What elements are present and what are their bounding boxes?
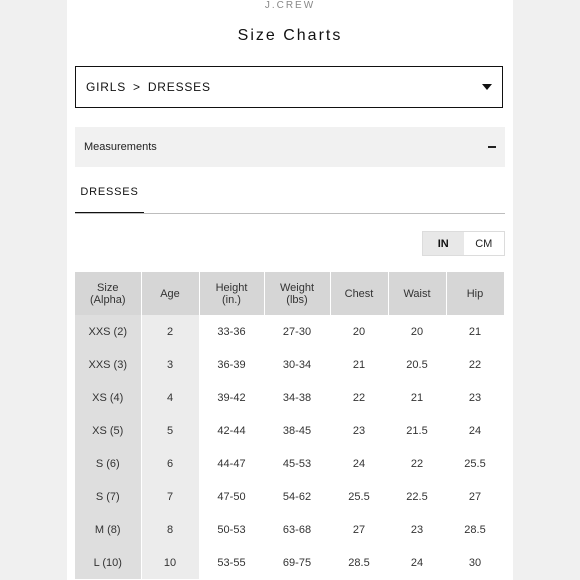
tab-dresses[interactable]: DRESSES: [75, 186, 144, 214]
measurements-accordion[interactable]: [75, 127, 505, 167]
table-cell: 39-42: [199, 381, 264, 414]
size-cell: L (10): [75, 546, 141, 579]
table-cell: 63-68: [264, 513, 330, 546]
table-cell: 25.5: [446, 447, 504, 480]
table-row: [75, 315, 504, 348]
table-row: [75, 447, 504, 480]
size-cell: XXS (3): [75, 348, 141, 381]
table-cell: 50-53: [199, 513, 264, 546]
unit-cm-button[interactable]: CM: [464, 232, 505, 255]
table-body: [75, 315, 504, 579]
column-header: Height (in.): [199, 272, 264, 315]
table-cell: 38-45: [264, 414, 330, 447]
size-chart-page: [67, 0, 513, 580]
column-header: Chest: [330, 272, 388, 315]
table-cell: 8: [141, 513, 199, 546]
size-table: [75, 272, 505, 579]
column-header: Size (Alpha): [75, 272, 141, 315]
size-cell: XS (4): [75, 381, 141, 414]
table-cell: 23: [388, 513, 446, 546]
column-header: Weight (lbs): [264, 272, 330, 315]
category-item-label: DRESSES: [147, 80, 211, 94]
table-cell: 34-38: [264, 381, 330, 414]
table-cell: 30: [446, 546, 504, 579]
table-cell: 22.5: [388, 480, 446, 513]
table-cell: 22: [388, 447, 446, 480]
brand-logo: J.CREW: [264, 0, 316, 11]
breadcrumb-separator: >: [133, 80, 141, 94]
unit-in-button[interactable]: IN: [423, 232, 464, 255]
table-cell: 24: [446, 414, 504, 447]
table-cell: 47-50: [199, 480, 264, 513]
size-cell: XXS (2): [75, 315, 141, 348]
column-header: Age: [141, 272, 199, 315]
table-row: [75, 414, 504, 447]
table-cell: 54-62: [264, 480, 330, 513]
table-cell: 10: [141, 546, 199, 579]
table-cell: 22: [330, 381, 388, 414]
tab-divider: [75, 213, 505, 214]
table-cell: 69-75: [264, 546, 330, 579]
table-cell: 22: [446, 348, 504, 381]
table-cell: 28.5: [446, 513, 504, 546]
table-cell: 27: [330, 513, 388, 546]
table-cell: 27-30: [264, 315, 330, 348]
table-cell: 23: [446, 381, 504, 414]
table-cell: 7: [141, 480, 199, 513]
table-cell: 33-36: [199, 315, 264, 348]
table-cell: 24: [388, 546, 446, 579]
page-title: Size Charts: [237, 27, 343, 44]
table-cell: 36-39: [199, 348, 264, 381]
table-row: [75, 381, 504, 414]
table-cell: 20: [388, 315, 446, 348]
category-select[interactable]: [75, 66, 503, 108]
table-header-row: [75, 272, 504, 315]
table-row: [75, 480, 504, 513]
table-cell: 20: [330, 315, 388, 348]
table-cell: 45-53: [264, 447, 330, 480]
table-cell: 21: [330, 348, 388, 381]
collapse-minus-icon[interactable]: [488, 146, 496, 148]
table-cell: 6: [141, 447, 199, 480]
size-cell: XS (5): [75, 414, 141, 447]
table-cell: 27: [446, 480, 504, 513]
table-cell: 2: [141, 315, 199, 348]
table-row: [75, 546, 504, 579]
size-cell: M (8): [75, 513, 141, 546]
table-cell: 44-47: [199, 447, 264, 480]
table-cell: 5: [141, 414, 199, 447]
table-cell: 30-34: [264, 348, 330, 381]
table-cell: 24: [330, 447, 388, 480]
table-cell: 25.5: [330, 480, 388, 513]
accordion-label: Measurements: [84, 141, 157, 153]
table-cell: 28.5: [330, 546, 388, 579]
table-cell: 21: [388, 381, 446, 414]
table-cell: 53-55: [199, 546, 264, 579]
column-header: Waist: [388, 272, 446, 315]
size-cell: S (6): [75, 447, 141, 480]
table-cell: 42-44: [199, 414, 264, 447]
table-row: [75, 513, 504, 546]
unit-toggle[interactable]: [422, 231, 505, 256]
table-row: [75, 348, 504, 381]
table-cell: 20.5: [388, 348, 446, 381]
caret-down-icon: [482, 84, 492, 90]
table-cell: 23: [330, 414, 388, 447]
size-cell: S (7): [75, 480, 141, 513]
category-group-label: GIRLS: [86, 80, 127, 94]
table-cell: 21.5: [388, 414, 446, 447]
table-cell: 21: [446, 315, 504, 348]
table-cell: 3: [141, 348, 199, 381]
column-header: Hip: [446, 272, 504, 315]
table-cell: 4: [141, 381, 199, 414]
